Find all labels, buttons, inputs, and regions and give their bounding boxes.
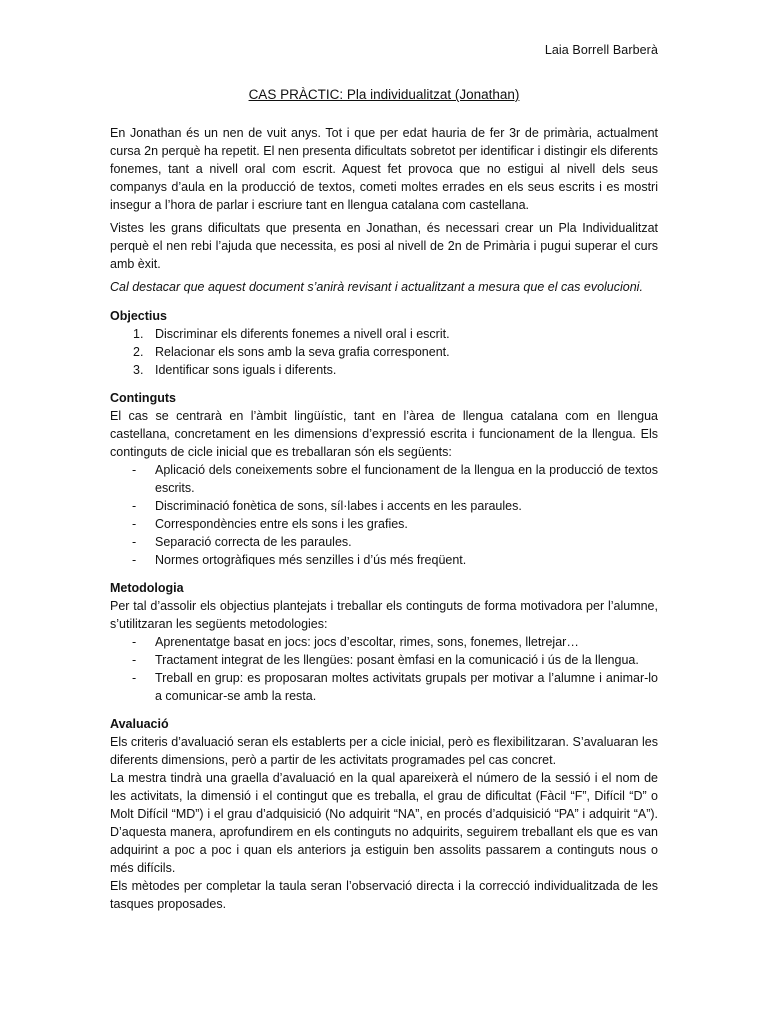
continguts-text: El cas se centrarà en l’àmbit lingüístic, tant en l’àrea de llengua catalana com en llengua castellana, concretament en les dimensions d’expressió escrita i funcionament de la llengua. Els continguts de cicle inicial que es treballaran són els següents: <box>110 409 658 459</box>
intro-paragraph-1: En Jonathan és un nen de vuit anys. Tot i que per edat hauria de fer 3r de primària, actualment cursa 2n perquè ha repetit. El nen presenta dificultats sobretot per identificar i distingir els diferents fonemes, tant a nivell oral com escrit. Aquest fet provoca que no estigui al nivell dels seus companys d’aula en la producció de textos, cometi moltes errades en els seus escrits i es mostri insegur a l’hora de parlar i escriure tant en llengua catalana com castellana. <box>110 126 658 212</box>
document-title: CAS PRÀCTIC: Pla individualitzat (Jonathan) <box>248 87 520 102</box>
list-item: - Separació correcta de les paraules. <box>132 535 352 549</box>
list-item: 3. Identificar sons iguals i diferents. <box>133 363 337 377</box>
list-item: - Tractament integrat de les llengües: posant èmfasi en la comunicació i ús de la llengua. <box>132 653 639 667</box>
avaluacio-paragraph-1: Els criteris d’avaluació seran els establerts per a cicle inicial, però es flexibilitzaran. S’avaluaran les diferents dimensions, però a partir de les activitats programades pel cas concret. <box>110 735 658 767</box>
metodologia-list <box>110 633 658 705</box>
list-item: 1. Discriminar els diferents fonemes a nivell oral i escrit. <box>133 327 450 341</box>
metodologia-text: Per tal d’assolir els objectius plantejats i treballar els continguts de forma motivadora per l’alumne, s’utilitzaran les següents metodologies: <box>110 599 658 631</box>
intro-paragraph-3: Cal destacar que aquest document s’anirà revisant i actualitzant a mesura que el cas evolucioni. <box>110 280 643 294</box>
metodologia-heading: Metodologia <box>110 581 184 595</box>
objectius-heading: Objectius <box>110 309 167 323</box>
section-objectius <box>110 307 658 379</box>
document-body <box>110 124 658 913</box>
intro-paragraph-2: Vistes les grans dificultats que presenta en Jonathan, és necessari crear un Pla Individualitzat perquè el nen rebi l’ajuda que necessita, es posi al nivell de 2n de Primària i pugui superar el curs amb èxit. <box>110 221 658 271</box>
list-item: - Treball en grup: es proposaran moltes activitats grupals per motivar a l’alumne i animar-lo a comunicar-se amb la resta. <box>132 671 658 703</box>
list-item: - Normes ortogràfiques més senzilles i d’ús més freqüent. <box>132 553 467 567</box>
list-item: - Aplicació dels coneixements sobre el funcionament de la llengua en la producció de textos escrits. <box>132 463 658 495</box>
list-item: 2. Relacionar els sons amb la seva grafia corresponent. <box>133 345 450 359</box>
section-continguts <box>110 389 658 569</box>
continguts-list <box>110 461 658 569</box>
avaluacio-paragraph-3: Els mètodes per completar la taula seran l’observació directa i la correcció individualitzada de les tasques proposades. <box>110 879 658 911</box>
avaluacio-paragraph-2: La mestra tindrà una graella d’avaluació en la qual apareixerà el número de la sessió i el nom de les activitats, la dimensió i el contingut que es treballa, el grau de dificultat (Fàcil “F”, Difícil “D” o Molt Difícil “MD”) i el grau d’adquisició (No adquirit “NA”, en procés d’adquisició “PA” i adquirit “A”). D’aquesta manera, aprofundirem en els continguts no adquirits, seguirem treballant els que es van adquirint a poc a poc i quan els anteriors ja estiguin ben assolits passarem a continguts nous o més difícils. <box>110 771 658 875</box>
author-name: Laia Borrell Barberà <box>544 43 658 57</box>
continguts-heading: Continguts <box>110 391 176 405</box>
section-avaluacio <box>110 715 658 913</box>
list-item: - Discriminació fonètica de sons, síl·labes i accents en les paraules. <box>132 499 522 513</box>
list-item: - Correspondències entre els sons i les grafies. <box>132 517 408 531</box>
list-item: - Aprenentatge basat en jocs: jocs d’escoltar, rimes, sons, fonemes, lletrejar… <box>132 635 579 649</box>
avaluacio-heading: Avaluació <box>110 717 169 731</box>
section-metodologia <box>110 579 658 705</box>
objectius-list <box>110 325 658 379</box>
